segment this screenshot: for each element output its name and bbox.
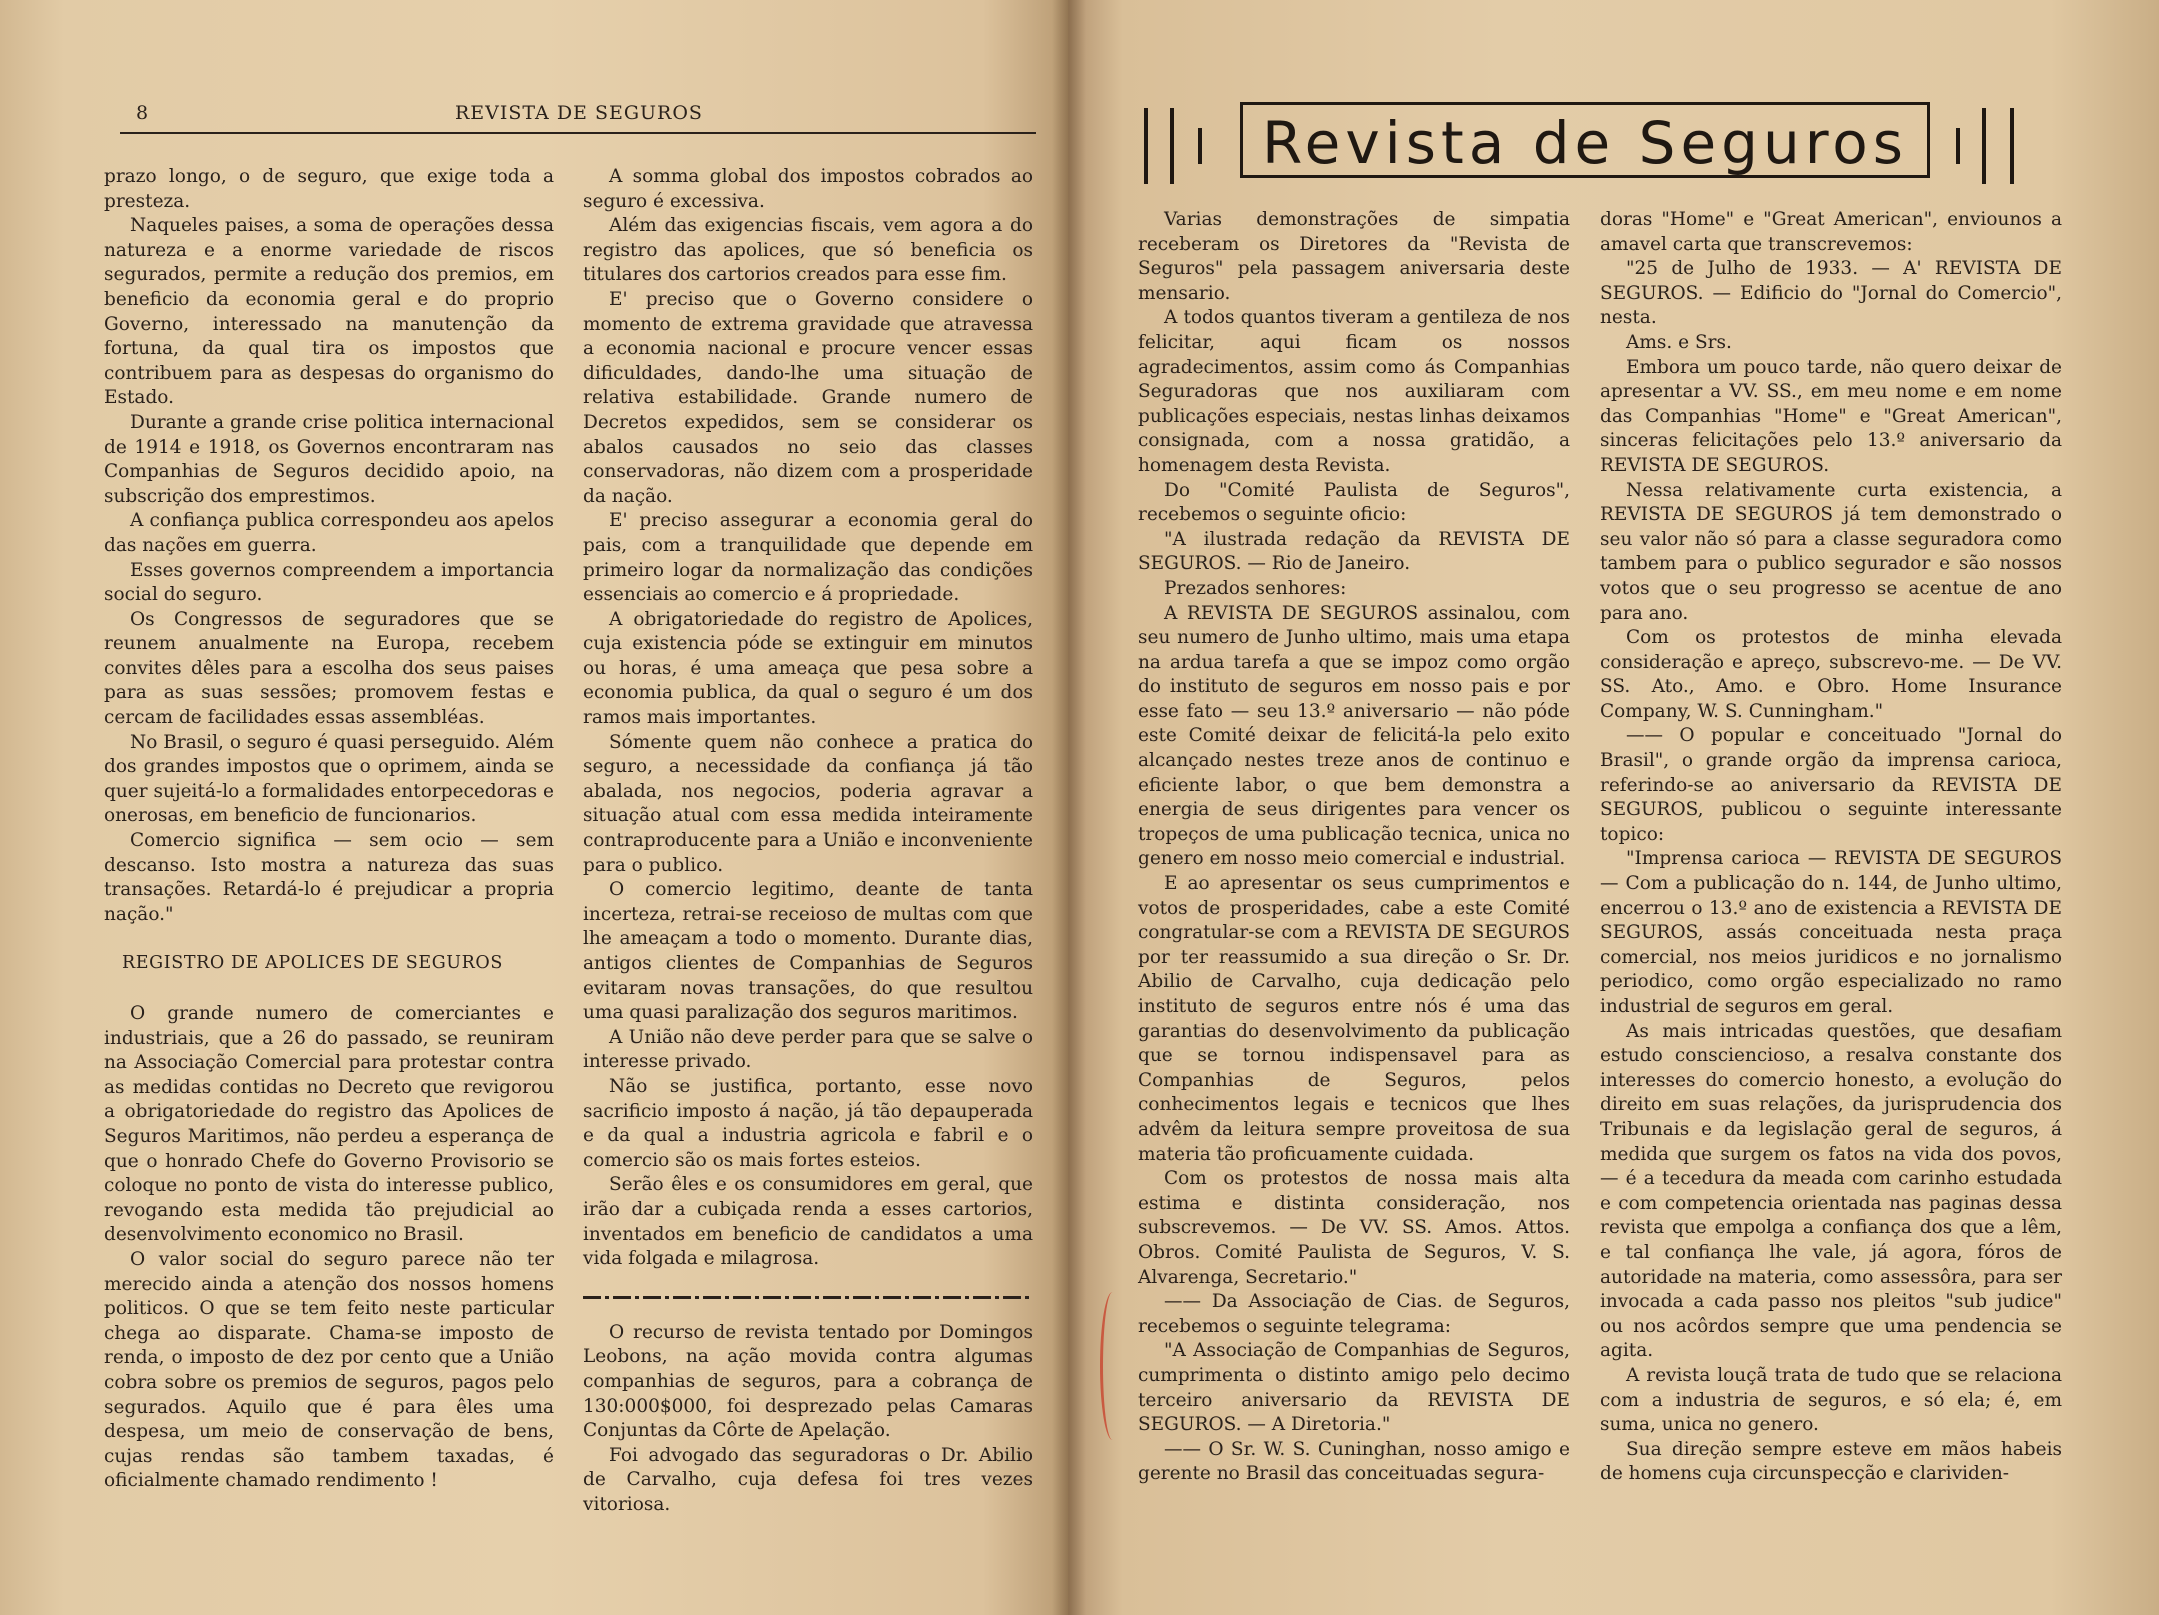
masthead-title: Revista de Seguros: [1261, 109, 1909, 177]
paragraph: Prezados senhores:: [1164, 577, 1347, 599]
paragraph: Comercio significa — sem ocio — sem descanso. Isto mostra a natureza das suas transações. Retardá-lo é prejudicar a propria nação.": [104, 830, 554, 925]
paragraph: A União não deve perder para que se salve o interesse privado.: [583, 1026, 1033, 1073]
paragraph: O comercio legitimo, deante de tanta incerteza, retrai-se receioso de multas com que lhe ameaçam a todo o momento. Durante dias, antigos clientes de Companhias de Seguros evitaram novas transações, do que resultou uma quasi paralização dos seguros maritimos.: [583, 879, 1033, 1024]
paragraph: —— O Sr. W. S. Cuninghan, nosso amigo e gerente no Brasil das conceituadas segura-: [1138, 1438, 1570, 1485]
masthead-rule-left: [1170, 108, 1174, 184]
paragraph: A obrigatoriedade do registro de Apolices, cuja existencia póde se extinguir em minutos ou horas, é uma ameaça que pesa sobre a economia publica, da qual o seguro é um dos ramos mais importantes.: [583, 608, 1033, 729]
right-column-1: [1138, 208, 1570, 1487]
paragraph: —— O popular e conceituado "Jornal do Brasil", o grande orgão da imprensa carioca, referindo-se ao aniversario da REVISTA DE SEGUROS, publicou o seguinte interessante topico:: [1600, 725, 2062, 845]
paragraph: Além das exigencias fiscais, vem agora a do registro das apolices, que só beneficia os titulares dos cartorios creados para esse fim.: [583, 215, 1033, 286]
paragraph: Sua direção sempre esteve em mãos habeis de homens cuja circunspecção e clarividen-: [1600, 1438, 2062, 1485]
left-column-1: [104, 165, 554, 1494]
left-column-2: [583, 165, 1033, 1517]
paragraph: Os Congressos de seguradores que se reunem anualmente na Europa, recebem convites dêles para a escolha dos seus paises para as suas sessões; promovem festas e cercam de facilidades essas assembléas.: [104, 608, 554, 729]
masthead-box: [1240, 102, 1930, 178]
paragraph: Sómente quem não conhece a pratica do seguro, a necessidade da confiança já tão abalada, nos negocios, poderia agravar a situação atual com essa medida inteiramente contraproducente para a União e inconveniente para o publico.: [583, 731, 1033, 876]
paragraph: E' preciso que o Governo considere o momento de extrema gravidade que atravessa a economia nacional e procure vencer essas dificuldades, dando-lhe uma situação de relativa estabilidade. Grande numero de Decretos expedidos, sem se considerar os abalos causados no seio das classes conservadoras, não dizem com a prosperidade da nação.: [583, 288, 1033, 507]
paragraph: —— Da Associação de Cias. de Seguros, recebemos o seguinte telegrama:: [1138, 1291, 1570, 1337]
paragraph: A revista louçã trata de tudo que se relaciona com a industria de seguros, e só ela; é, em suma, unica no genero.: [1600, 1364, 2062, 1436]
paragraph: O valor social do seguro parece não ter merecido ainda a atenção dos nossos homens politicos. O que se tem feito neste particular chega ao disparate. Chama-se imposto de renda, o imposto de dez por cento que a União cobra sobre os premios de seguros, pagos pelo segurados. Aquilo que é para êles uma despesa, um meio de conservação de bens, cujas rendas são tambem taxadas, é oficialmente chamado rendimento !: [104, 1248, 554, 1492]
section-heading: REGISTRO DE APOLICES DE SEGUROS: [122, 953, 503, 974]
masthead-rule-left: [1198, 128, 1202, 164]
dashed-separator: [583, 1296, 1033, 1299]
paragraph: Do "Comité Paulista de Seguros", recebemos o seguinte oficio:: [1138, 479, 1570, 526]
paragraph: Com os protestos de nossa mais alta estima e distinta consideração, nos subscrevemos. — De VV. SS. Amos. Attos. Obros. Comité Paulista de Seguros, V. S. Alvarenga, Secretario.": [1138, 1168, 1570, 1288]
paragraph: E ao apresentar os seus cumprimentos e votos de prosperidades, cabe a este Comité congratular-se com a REVISTA DE SEGUROS por ter reassumido a sua direção o Sr. Dr. Abilio de Carvalho, cuja dedicação pelo instituto de seguros entre nós é uma das garantias do desenvolvimento da publicação que se tornou indispensavel para as Companhias de Seguros, pelos conhecimentos legais e tecnicos que lhes advêm da leitura sempre proveitosa de sua materia tão proficuamente cuidada.: [1138, 873, 1570, 1165]
paragraph: prazo longo, o de seguro, que exige toda a presteza.: [104, 166, 554, 212]
header-rule: [120, 132, 1036, 134]
paragraph: Foi advogado das seguradoras o Dr. Abilio de Carvalho, cuja defesa foi tres vezes vitoriosa.: [583, 1444, 1033, 1515]
paragraph: A todos quantos tiveram a gentileza de nos felicitar, aqui ficam os nossos agradecimentos, assim como ás Companhias Seguradoras que nos auxiliaram com publicações especiais, nestas linhas deixamos consignada, com a nossa gratidão, a homenagem desta Revista.: [1138, 307, 1570, 476]
paragraph: A confiança publica correspondeu aos apelos das nações em guerra.: [104, 510, 554, 556]
masthead-rule-right: [1982, 108, 1986, 184]
masthead-rule-right: [1956, 128, 1960, 164]
paragraph: A somma global dos impostos cobrados ao seguro é excessiva.: [583, 166, 1033, 212]
book-gutter: [1052, 0, 1086, 1615]
masthead: [1140, 100, 2035, 190]
paragraph: Nessa relativamente curta existencia, a REVISTA DE SEGUROS já tem demonstrado o seu valor não só para a classe seguradora como tambem para o publico segurador e são nossos votos que o seu progresso se acentue de ano para ano.: [1600, 479, 2062, 624]
paragraph: "A Associação de Companhias de Seguros, cumprimenta o distinto amigo pelo decimo terceiro aniversario da REVISTA DE SEGUROS. — A Diretoria.": [1138, 1340, 1570, 1436]
paragraph: A REVISTA DE SEGUROS assinalou, com seu numero de Junho ultimo, mais uma etapa na ardua tarefa a que se impoz como orgão do instituto de seguros em nosso pais e por esse fato — seu 13.º aniversario — não póde este Comité deixar de felicitá-la pelo exito alcançado nestes treze anos de continuo e eficiente labor, o que bem demonstra a energia de seus dirigentes para vencer os tropeços de uma publicação tecnica, unica no genero em nosso meio comercial e industrial.: [1138, 602, 1570, 870]
paragraph: doras "Home" e "Great American", enviounos a amavel carta que transcrevemos:: [1600, 209, 2062, 255]
paragraph: O grande numero de comerciantes e industriais, que a 26 do passado, se reuniram na Associação Comercial para protestar contra as medidas contidas no Decreto que revigorou a obrigatoriedade do registro das Apolices de Seguros Maritimos, não perdeu a esperança de que o honrado Chefe do Governo Provisorio se coloque no ponto de vista do interesse publico, revogando esta medida tão prejudicial ao desenvolvimento economico no Brasil.: [104, 1003, 554, 1246]
paragraph: Ams. e Srs.: [1626, 331, 1732, 353]
paragraph: "A ilustrada redação da REVISTA DE SEGUROS. — Rio de Janeiro.: [1138, 528, 1570, 575]
masthead-rule-left: [1144, 108, 1148, 184]
paragraph: E' preciso assegurar a economia geral do pais, com a tranquilidade que depende em primeiro logar da normalização das condições essenciais ao comercio e á propriedade.: [583, 510, 1033, 606]
paragraph: "25 de Julho de 1933. — A' REVISTA DE SEGUROS. — Edificio do "Jornal do Comercio", nesta.: [1600, 258, 2062, 329]
paragraph: Não se justifica, portanto, esse novo sacrificio imposto á nação, já tão depauperada e da qual a industria agricola e fabril e o comercio são os mais fortes esteios.: [583, 1075, 1033, 1171]
paragraph: Naqueles paises, a soma de operações dessa natureza e a enorme variedade de riscos segurados, permite a redução dos premios, em beneficio da economia geral e do proprio Governo, interessado na manutenção da fortuna, da qual tira os impostos que contribuem para as despesas do organismo do Estado.: [104, 215, 554, 409]
paragraph: Serão êles e os consumidores em geral, que irão dar a cubiçada renda a esses cartorios, inventados em beneficio de candidatos a uma vida folgada e milagrosa.: [583, 1174, 1033, 1270]
paragraph: Embora um pouco tarde, não quero deixar de apresentar a VV. SS., em meu nome e em nome das Companhias "Home" e "Great American", sinceras felicitações pelo 13.º aniversario da REVISTA DE SEGUROS.: [1600, 356, 2062, 476]
paragraph: Esses governos compreendem a importancia social do seguro.: [104, 559, 554, 606]
red-pencil-mark: [1100, 1292, 1125, 1440]
paragraph: No Brasil, o seguro é quasi perseguido. Além dos grandes impostos que o oprimem, ainda se quer sujeitá-lo a formalidades entorpecedoras e onerosas, em beneficio de funcionarios.: [104, 731, 554, 827]
paragraph: As mais intricadas questões, que desafiam estudo consciencioso, a resalva constante dos interesses do comercio honesto, a evolução do direito em suas relações, da jurisprudencia dos Tribunais e da legislação geral de seguros, á medida que surgem os fatos na vida dos povos, — é a tecedura da meada com carinho estudada e com competencia orientada nas paginas dessa revista que empolga a confiança dos que a lêm, e tal confiança lhe vale, já agora, fóros de autoridade na materia, como assessôra, para ser invocada a cada passo nos pleitos "sub judice" ou nos acôrdos sempre que uma pendencia se agita.: [1600, 1020, 2062, 1362]
running-head-title: REVISTA DE SEGUROS: [455, 102, 703, 124]
right-column-2: [1600, 208, 2062, 1487]
paragraph: O recurso de revista tentado por Domingos Leobons, na ação movida contra algumas companhias de seguros, para a cobrança de 130:000$000, foi desprezado pelas Camaras Conjuntas da Côrte de Apelação.: [583, 1321, 1033, 1442]
page-number: 8: [136, 102, 150, 124]
paragraph: "Imprensa carioca — REVISTA DE SEGUROS — Com a publicação do n. 144, de Junho ultimo, encerrou o 13.º ano de existencia a REVISTA DE SEGUROS, assás conceituada nesta praça comercial, nos meios juridicos e no jornalismo periodico, como orgão especializado no ramo industrial de seguros em geral.: [1600, 848, 2062, 1017]
paragraph: Varias demonstrações de simpatia receberam os Diretores da "Revista de Seguros" pela passagem aniversaria deste mensario.: [1138, 209, 1570, 304]
masthead-rule-right: [2010, 108, 2014, 184]
paragraph: Durante a grande crise politica internacional de 1914 e 1918, os Governos encontraram nas Companhias de Seguros decidido apoio, na subscrição dos emprestimos.: [104, 411, 554, 507]
paragraph: Com os protestos de minha elevada consideração e apreço, subscrevo-me. — De VV. SS. Ato., Amo. e Obro. Home Insurance Company, W. S. Cunningham.": [1600, 627, 2062, 722]
